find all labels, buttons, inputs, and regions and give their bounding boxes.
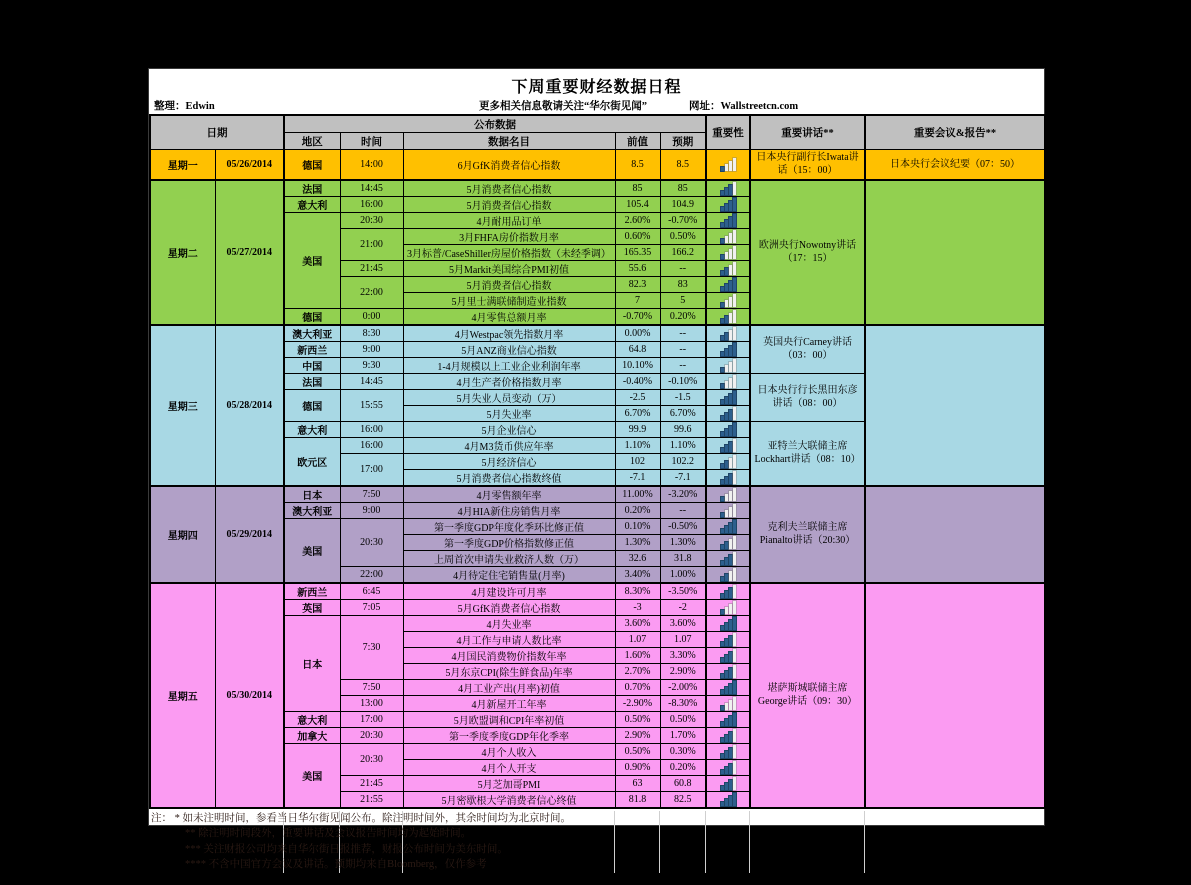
indicator-name-cell: 5月里士满联储制造业指数 (403, 292, 615, 308)
indicator-name-cell: 5月ANZ商业信心指数 (403, 341, 615, 357)
indicator-name-cell: 5月消费者信心指数终值 (403, 469, 615, 486)
indicator-name-cell: 4月待定住宅销售量(月率) (403, 566, 615, 583)
indicator-name-cell: 5月失业率 (403, 405, 615, 421)
importance-cell (706, 196, 750, 212)
importance-bars-icon (721, 198, 736, 211)
forecast-value-cell: 0.50% (660, 228, 706, 244)
importance-cell (706, 244, 750, 260)
importance-cell (706, 695, 750, 711)
importance-bars-icon (721, 407, 736, 420)
speech-cell: 克利夫兰联储主席Pianalto讲话（20:30） (750, 486, 865, 583)
region-cell: 美国 (284, 518, 340, 583)
region-cell: 意大利 (284, 421, 340, 437)
time-cell: 22:00 (340, 276, 403, 308)
speech-cell: 堪萨斯城联储主席George讲话（09：30） (750, 583, 865, 808)
previous-value-cell: -7.1 (615, 469, 660, 486)
importance-cell (706, 150, 750, 180)
time-cell: 16:00 (340, 421, 403, 437)
region-cell: 意大利 (284, 196, 340, 212)
time-cell: 17:00 (340, 453, 403, 486)
indicator-name-cell: 4月个人开支 (403, 759, 615, 775)
importance-cell (706, 260, 750, 276)
previous-value-cell: -2.90% (615, 695, 660, 711)
time-cell: 13:00 (340, 695, 403, 711)
indicator-name-cell: 6月GfK消费者信心指数 (403, 150, 615, 180)
indicator-name-cell: 4月工业产出(月率)初值 (403, 679, 615, 695)
previous-value-cell: 63 (615, 775, 660, 791)
time-cell: 20:30 (340, 743, 403, 775)
speech-cell: 日本央行行长黑田东彦讲话（08：00） (750, 373, 865, 421)
importance-cell (706, 631, 750, 647)
footnote-line-3: *** 关注财报公司均来自华尔街日报推荐，财报公布时间为美东时间。 (185, 843, 508, 855)
previous-value-cell: 3.60% (615, 615, 660, 631)
website-label: 网址：Wallstreetcn.com (689, 101, 799, 112)
time-cell: 14:45 (340, 180, 403, 197)
importance-bars-icon (721, 665, 736, 678)
region-cell: 美国 (284, 212, 340, 308)
previous-value-cell: 8.5 (615, 150, 660, 180)
forecast-value-cell: -2.00% (660, 679, 706, 695)
indicator-name-cell: 第一季度GDP价格指数修正值 (403, 534, 615, 550)
region-cell: 德国 (284, 150, 340, 180)
region-cell: 日本 (284, 486, 340, 503)
importance-bars-icon (721, 633, 736, 646)
previous-value-cell: 1.60% (615, 647, 660, 663)
indicator-name-cell: 5月芝加哥PMI (403, 775, 615, 791)
meeting-cell (865, 486, 1045, 583)
forecast-value-cell: -0.10% (660, 373, 706, 389)
region-cell: 欧元区 (284, 437, 340, 486)
indicator-name-cell: 4月工作与申请人数比率 (403, 631, 615, 647)
time-cell: 7:50 (340, 679, 403, 695)
indicator-name-cell: 4月新屋开工年率 (403, 695, 615, 711)
importance-cell (706, 791, 750, 808)
time-cell: 16:00 (340, 437, 403, 453)
previous-value-cell: 8.30% (615, 583, 660, 600)
importance-bars-icon (721, 214, 736, 227)
previous-value-cell: -0.40% (615, 373, 660, 389)
previous-value-cell: 64.8 (615, 341, 660, 357)
time-cell: 6:45 (340, 583, 403, 600)
previous-value-cell: 1.07 (615, 631, 660, 647)
header-published-data: 公布数据 (284, 115, 706, 133)
time-cell: 7:05 (340, 599, 403, 615)
indicator-name-cell: 4月M3货币供应年率 (403, 437, 615, 453)
header-region: 地区 (284, 133, 340, 150)
importance-bars-icon (721, 777, 736, 790)
header-previous: 前值 (615, 133, 660, 150)
indicator-name-cell: 5月消费者信心指数 (403, 180, 615, 197)
time-cell: 14:45 (340, 373, 403, 389)
forecast-value-cell: 0.20% (660, 308, 706, 325)
importance-bars-icon (721, 729, 736, 742)
speech-cell: 日本央行副行长Iwata讲话（15：00） (750, 150, 865, 180)
importance-cell (706, 292, 750, 308)
subtitle-label: 更多相关信息敬请关注“华尔街见闻” (479, 101, 647, 112)
importance-cell (706, 759, 750, 775)
region-cell: 澳大利亚 (284, 502, 340, 518)
date-cell: 05/29/2014 (215, 486, 284, 583)
forecast-value-cell: -- (660, 341, 706, 357)
importance-bars-icon (721, 488, 736, 501)
region-cell: 德国 (284, 389, 340, 421)
time-cell: 9:00 (340, 341, 403, 357)
meeting-cell (865, 180, 1045, 325)
importance-cell (706, 421, 750, 437)
forecast-value-cell: 3.30% (660, 647, 706, 663)
forecast-value-cell: -- (660, 325, 706, 342)
forecast-value-cell: 2.90% (660, 663, 706, 679)
day-cell: 星期五 (150, 583, 215, 808)
importance-bars-icon (721, 327, 736, 340)
forecast-value-cell: -- (660, 357, 706, 373)
speech-cell: 欧洲央行Nowotny讲话（17：15） (750, 180, 865, 325)
importance-bars-icon (721, 230, 736, 243)
header-speeches: 重要讲话** (750, 115, 865, 150)
time-cell: 9:00 (340, 502, 403, 518)
region-cell: 中国 (284, 357, 340, 373)
day-cell: 星期一 (150, 150, 215, 180)
forecast-value-cell: 0.50% (660, 711, 706, 727)
importance-bars-icon (721, 246, 736, 259)
header-importance: 重要性 (706, 115, 750, 150)
time-cell: 22:00 (340, 566, 403, 583)
previous-value-cell: 6.70% (615, 405, 660, 421)
time-cell: 7:30 (340, 615, 403, 679)
previous-value-cell: 0.90% (615, 759, 660, 775)
importance-bars-icon (721, 649, 736, 662)
prepared-by-label: 整理：Edwin (154, 101, 215, 112)
importance-bars-icon (721, 375, 736, 388)
indicator-name-cell: 5月经济信心 (403, 453, 615, 469)
previous-value-cell: 105.4 (615, 196, 660, 212)
region-cell: 新西兰 (284, 583, 340, 600)
forecast-value-cell: 8.5 (660, 150, 706, 180)
time-cell: 21:45 (340, 775, 403, 791)
previous-value-cell: 0.70% (615, 679, 660, 695)
previous-value-cell: 1.30% (615, 534, 660, 550)
header-forecast: 预期 (660, 133, 706, 150)
region-cell: 新西兰 (284, 341, 340, 357)
region-cell: 澳大利亚 (284, 325, 340, 342)
indicator-name-cell: 5月消费者信心指数 (403, 276, 615, 292)
region-cell: 意大利 (284, 711, 340, 727)
importance-bars-icon (721, 713, 736, 726)
previous-value-cell: 0.10% (615, 518, 660, 534)
forecast-value-cell: 0.30% (660, 743, 706, 759)
importance-cell (706, 325, 750, 342)
time-cell: 21:55 (340, 791, 403, 808)
importance-cell (706, 518, 750, 534)
indicator-name-cell: 1-4月规模以上工业企业利润年率 (403, 357, 615, 373)
importance-cell (706, 389, 750, 405)
importance-bars-icon (721, 439, 736, 452)
time-cell: 15:55 (340, 389, 403, 421)
importance-bars-icon (721, 294, 736, 307)
forecast-value-cell: -2 (660, 599, 706, 615)
forecast-value-cell: 1.07 (660, 631, 706, 647)
footnote-line-1: 注： * 如未注明时间，参看当日华尔街见闻公布。除注明时间外，其余时间均为北京时间。 (151, 812, 571, 824)
region-cell: 英国 (284, 599, 340, 615)
previous-value-cell: 3.40% (615, 566, 660, 583)
importance-bars-icon (721, 585, 736, 598)
time-cell: 9:30 (340, 357, 403, 373)
importance-bars-icon (721, 182, 736, 195)
importance-bars-icon (721, 697, 736, 710)
forecast-value-cell: -0.50% (660, 518, 706, 534)
indicator-name-cell: 5月密歇根大学消费者信心终值 (403, 791, 615, 808)
importance-bars-icon (721, 310, 736, 323)
importance-cell (706, 308, 750, 325)
previous-value-cell: 2.90% (615, 727, 660, 743)
subtitle-row (149, 97, 1044, 114)
day-cell: 星期四 (150, 486, 215, 583)
header-date: 日期 (150, 115, 284, 150)
indicator-name-cell: 3月标普/CaseShiller房屋价格指数（未经季调） (403, 244, 615, 260)
header-data-name: 数据名目 (403, 133, 615, 150)
importance-bars-icon (721, 455, 736, 468)
indicator-name-cell: 4月零售总额月率 (403, 308, 615, 325)
forecast-value-cell: 0.20% (660, 759, 706, 775)
previous-value-cell: 0.50% (615, 711, 660, 727)
time-cell: 8:30 (340, 325, 403, 342)
region-cell: 美国 (284, 743, 340, 808)
forecast-value-cell: 60.8 (660, 775, 706, 791)
forecast-value-cell: 99.6 (660, 421, 706, 437)
importance-bars-icon (721, 504, 736, 517)
previous-value-cell: 0.60% (615, 228, 660, 244)
region-cell: 法国 (284, 180, 340, 197)
meeting-cell (865, 325, 1045, 486)
footnote-line-2: ** 除注明时间段外，重要讲话及会议报告时间均为起始时间。 (185, 828, 472, 839)
footnotes (149, 811, 1044, 873)
time-cell: 17:00 (340, 711, 403, 727)
indicator-name-cell: 5月Markit美国综合PMI初值 (403, 260, 615, 276)
importance-bars-icon (721, 391, 736, 404)
day-cell: 星期二 (150, 180, 215, 325)
indicator-name-cell: 3月FHFA房价指数月率 (403, 228, 615, 244)
indicator-name-cell: 4月HIA新住房销售月率 (403, 502, 615, 518)
importance-bars-icon (721, 536, 736, 549)
importance-bars-icon (721, 681, 736, 694)
importance-cell (706, 647, 750, 663)
importance-cell (706, 276, 750, 292)
previous-value-cell: 11.00% (615, 486, 660, 503)
indicator-name-cell: 4月耐用品订单 (403, 212, 615, 228)
previous-value-cell: 0.50% (615, 743, 660, 759)
importance-cell (706, 615, 750, 631)
forecast-value-cell: 82.5 (660, 791, 706, 808)
time-cell: 0:00 (340, 308, 403, 325)
forecast-value-cell: -7.1 (660, 469, 706, 486)
importance-bars-icon (721, 343, 736, 356)
speech-cell: 英国央行Carney讲话（03：00） (750, 325, 865, 374)
forecast-value-cell: 166.2 (660, 244, 706, 260)
previous-value-cell: 32.6 (615, 550, 660, 566)
previous-value-cell: 165.35 (615, 244, 660, 260)
importance-bars-icon (721, 568, 736, 581)
indicator-name-cell: 4月建设许可月率 (403, 583, 615, 600)
importance-bars-icon (721, 617, 736, 630)
speech-cell: 亚特兰大联储主席Lockhart讲话（08：10） (750, 421, 865, 486)
previous-value-cell: 1.10% (615, 437, 660, 453)
meeting-cell (865, 583, 1045, 808)
importance-bars-icon (721, 601, 736, 614)
meeting-cell: 日本央行会议纪要（07：50） (865, 150, 1045, 180)
previous-value-cell: 102 (615, 453, 660, 469)
region-cell: 加拿大 (284, 727, 340, 743)
importance-cell (706, 453, 750, 469)
importance-bars-icon (721, 745, 736, 758)
importance-bars-icon (721, 471, 736, 484)
forecast-value-cell: -0.70% (660, 212, 706, 228)
previous-value-cell: 2.70% (615, 663, 660, 679)
importance-cell (706, 486, 750, 503)
forecast-value-cell: 104.9 (660, 196, 706, 212)
importance-cell (706, 357, 750, 373)
calendar-table (149, 114, 1046, 809)
previous-value-cell: 99.9 (615, 421, 660, 437)
previous-value-cell: 82.3 (615, 276, 660, 292)
previous-value-cell: -3 (615, 599, 660, 615)
forecast-value-cell: -1.5 (660, 389, 706, 405)
region-cell: 德国 (284, 308, 340, 325)
region-cell: 日本 (284, 615, 340, 711)
indicator-name-cell: 5月企业信心 (403, 421, 615, 437)
importance-cell (706, 679, 750, 695)
importance-cell (706, 228, 750, 244)
forecast-value-cell: 5 (660, 292, 706, 308)
previous-value-cell: -2.5 (615, 389, 660, 405)
indicator-name-cell: 5月欧盟调和CPI年率初值 (403, 711, 615, 727)
forecast-value-cell: 1.70% (660, 727, 706, 743)
forecast-value-cell: -8.30% (660, 695, 706, 711)
time-cell: 20:30 (340, 212, 403, 228)
forecast-value-cell: 85 (660, 180, 706, 197)
previous-value-cell: 7 (615, 292, 660, 308)
importance-cell (706, 566, 750, 583)
previous-value-cell: -0.70% (615, 308, 660, 325)
indicator-name-cell: 第一季度GDP年度化季环比修正值 (403, 518, 615, 534)
importance-bars-icon (721, 278, 736, 291)
time-cell: 14:00 (340, 150, 403, 180)
forecast-value-cell: 6.70% (660, 405, 706, 421)
indicator-name-cell: 4月生产者价格指数月率 (403, 373, 615, 389)
time-cell: 16:00 (340, 196, 403, 212)
importance-cell (706, 583, 750, 600)
forecast-value-cell: -- (660, 260, 706, 276)
previous-value-cell: 81.8 (615, 791, 660, 808)
footnote-line-4: **** 不含中国官方会议及讲话。预期均来自Bloomberg，仅作参考 (185, 859, 487, 870)
forecast-value-cell: 83 (660, 276, 706, 292)
importance-bars-icon (721, 423, 736, 436)
header-meetings: 重要会议&报告** (865, 115, 1045, 150)
indicator-name-cell: 4月失业率 (403, 615, 615, 631)
importance-bars-icon (721, 520, 736, 533)
importance-bars-icon (721, 262, 736, 275)
previous-value-cell: 0.20% (615, 502, 660, 518)
date-cell: 05/27/2014 (215, 180, 284, 325)
time-cell: 21:00 (340, 228, 403, 260)
importance-cell (706, 405, 750, 421)
forecast-value-cell: -3.20% (660, 486, 706, 503)
indicator-name-cell: 5月GfK消费者信心指数 (403, 599, 615, 615)
region-cell: 法国 (284, 373, 340, 389)
indicator-name-cell: 4月个人收入 (403, 743, 615, 759)
forecast-value-cell: -- (660, 502, 706, 518)
importance-bars-icon (721, 552, 736, 565)
importance-cell (706, 212, 750, 228)
importance-cell (706, 727, 750, 743)
indicator-name-cell: 上周首次申请失业救济人数（万） (403, 550, 615, 566)
previous-value-cell: 55.6 (615, 260, 660, 276)
importance-cell (706, 502, 750, 518)
previous-value-cell: 2.60% (615, 212, 660, 228)
day-cell: 星期三 (150, 325, 215, 486)
importance-cell (706, 599, 750, 615)
indicator-name-cell: 4月零售额年率 (403, 486, 615, 503)
previous-value-cell: 10.10% (615, 357, 660, 373)
importance-bars-icon (721, 158, 736, 171)
page-title: 下周重要财经数据日程 (511, 79, 682, 96)
forecast-value-cell: 1.10% (660, 437, 706, 453)
previous-value-cell: 85 (615, 180, 660, 197)
forecast-value-cell: 102.2 (660, 453, 706, 469)
indicator-name-cell: 4月国民消费物价指数年率 (403, 647, 615, 663)
importance-cell (706, 437, 750, 453)
indicator-name-cell: 5月东京CPI(除生鲜食品)年率 (403, 663, 615, 679)
previous-value-cell: 0.00% (615, 325, 660, 342)
importance-cell (706, 663, 750, 679)
time-cell: 20:30 (340, 727, 403, 743)
header-time: 时间 (340, 133, 403, 150)
importance-bars-icon (721, 793, 736, 806)
importance-cell (706, 469, 750, 486)
time-cell: 20:30 (340, 518, 403, 566)
importance-cell (706, 743, 750, 759)
forecast-value-cell: 1.30% (660, 534, 706, 550)
date-cell: 05/30/2014 (215, 583, 284, 808)
indicator-name-cell: 5月消费者信心指数 (403, 196, 615, 212)
calendar-sheet (148, 68, 1045, 870)
importance-cell (706, 373, 750, 389)
date-cell: 05/26/2014 (215, 150, 284, 180)
forecast-value-cell: 3.60% (660, 615, 706, 631)
importance-cell (706, 775, 750, 791)
importance-bars-icon (721, 359, 736, 372)
date-cell: 05/28/2014 (215, 325, 284, 486)
indicator-name-cell: 4月Westpac领先指数月率 (403, 325, 615, 342)
importance-bars-icon (721, 761, 736, 774)
importance-cell (706, 711, 750, 727)
importance-cell (706, 550, 750, 566)
forecast-value-cell: 1.00% (660, 566, 706, 583)
forecast-value-cell: -3.50% (660, 583, 706, 600)
importance-cell (706, 341, 750, 357)
time-cell: 7:50 (340, 486, 403, 503)
indicator-name-cell: 5月失业人员变动（万） (403, 389, 615, 405)
importance-cell (706, 180, 750, 197)
time-cell: 21:45 (340, 260, 403, 276)
importance-cell (706, 534, 750, 550)
forecast-value-cell: 31.8 (660, 550, 706, 566)
indicator-name-cell: 第一季度季度GDP年化季率 (403, 727, 615, 743)
